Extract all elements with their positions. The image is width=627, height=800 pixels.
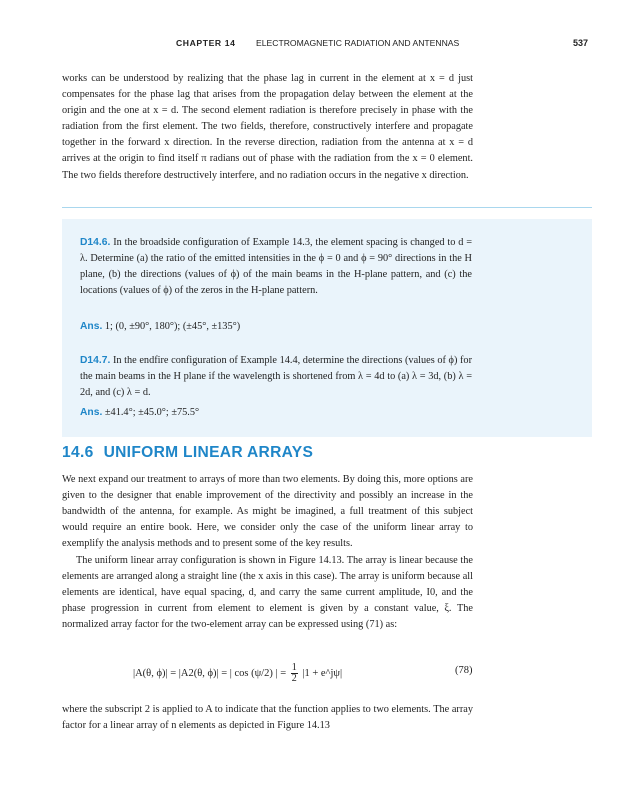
intro-paragraph: works can be understood by realizing that the phase lag in current in the element at x = d just compensates for the phase lag that arises from the propagation delay between the element at the origin and the one at x = d. The second element radiation is therefore precisely in phase with the radiation from the first element. The two fields, therefore, constructively interfere and propagate together in the forward x direction. In the reverse direction, radiation from the antenna at x = d arrives at the origin to find itself π radians out of phase with the radiation from the x = 0 element. The two fields therefore destructively interfere, and no radiation occurs in the negative x direction. bbox=[62, 73, 473, 181]
equation-fraction bbox=[291, 663, 298, 684]
page-header bbox=[0, 38, 627, 52]
equation-78 bbox=[62, 656, 473, 686]
drill-problem-d14-7 bbox=[80, 353, 472, 401]
answer-text: ±41.4°; ±45.0°; ±75.5° bbox=[104, 407, 200, 418]
drill-label: D14.6. bbox=[80, 237, 111, 248]
answer-label: Ans. bbox=[80, 321, 103, 332]
body-paragraph-2: The uniform linear array configuration is shown in Figure 14.13. The array is linear because the elements are arranged along a straight line (the x axis in this case). The array is uniform because all elements are identical, have equal spacing, d, and carry the same current amplitude, I0, and the phase progression in current from element to element is given by a constant value, ξ. The normalized array factor for the two-element array can be expressed using (71) as: bbox=[62, 555, 473, 631]
page-number: 537 bbox=[573, 38, 589, 48]
chapter-title: ELECTROMAGNETIC RADIATION AND ANTENNAS bbox=[256, 38, 460, 48]
equation-number: (78) bbox=[455, 665, 473, 676]
section-number: 14.6 bbox=[62, 444, 94, 461]
drill-label: D14.7. bbox=[80, 355, 111, 366]
drill-answer-d14-6 bbox=[80, 321, 240, 332]
equation-lhs: |A(θ, ϕ)| = |A2(θ, ϕ)| = | cos (ψ/2) | = bbox=[133, 667, 287, 679]
fraction-numerator: 1 bbox=[291, 662, 297, 673]
drill-text: In the broadside configuration of Example 14.3, the element spacing is changed to d = λ. Determine (a) the ratio of the emitted intensities in the ϕ = 0 and ϕ = 90° directions in the H plane, (b) the directions (values of ϕ) of the main beams in the H-plane pattern, and (c) the locations (values of ϕ) of the zeros in the H-plane pattern. bbox=[80, 237, 473, 297]
section-heading bbox=[62, 444, 313, 462]
answer-label: Ans. bbox=[80, 407, 103, 418]
answer-text: 1; (0, ±90°, 180°); (±45°, ±135°) bbox=[104, 321, 241, 332]
chapter-label: CHAPTER 14 bbox=[176, 38, 236, 48]
body-paragraph-1: We next expand our treatment to arrays of more than two elements. By doing this, more options are given to the designer that enable improvement of the directivity and possibly an increase in the bandwidth of the antenna, for example. As might be imagined, a full treatment of this subject would require an entire book. Here, we consider only the case of the uniform linear array to exemplify the analysis methods and to present some of the key results. bbox=[62, 474, 473, 550]
drill-text: In the endfire configuration of Example 14.4, determine the directions (values of ϕ) for the main beams in the H plane if the wavelength is shortened from λ = 4d to (a) λ = 3d, (b) λ = 2d, and (c) λ = d. bbox=[80, 355, 472, 399]
drill-answer-d14-7 bbox=[80, 407, 199, 418]
fraction-denominator: 2 bbox=[291, 673, 297, 684]
divider-rule bbox=[62, 207, 592, 208]
equation-rhs: |1 + e^jψ| bbox=[302, 667, 343, 679]
closing-paragraph: where the subscript 2 is applied to A to indicate that the function applies to two elements. The array factor for a linear array of n elements as depicted in Figure 14.13 bbox=[62, 704, 473, 732]
drill-problem-d14-6 bbox=[80, 235, 472, 299]
section-title: UNIFORM LINEAR ARRAYS bbox=[103, 444, 314, 461]
